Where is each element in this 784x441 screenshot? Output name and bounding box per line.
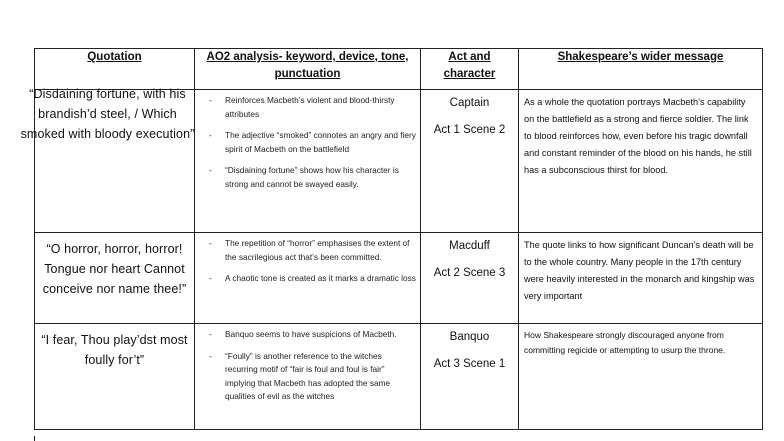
- quotation-text: “O horror, horror, horror! Tongue nor heart Cannot conceive nor name thee!”: [42, 242, 187, 296]
- analysis-point: - A chaotic tone is created as it marks a dramatic loss: [225, 272, 416, 286]
- quote-cell: [35, 233, 195, 324]
- act-character-cell: [421, 90, 519, 233]
- act-scene: Act 1 Scene 2: [433, 124, 506, 136]
- analysis-list: [195, 324, 420, 404]
- header-wider-message: [519, 49, 763, 90]
- header-act-line1: Act and: [448, 51, 491, 63]
- analysis-point: - The repetition of “horror” emphasises the extent of the sacrilegious act that’s been committed.: [225, 237, 416, 264]
- quotation-text: “I fear, Thou play’dst most foully for’t”: [41, 333, 188, 367]
- analysis-point: - Reinforces Macbeth’s violent and blood-thirsty attributes: [225, 94, 416, 121]
- character-name: Macduff: [449, 240, 490, 252]
- analysis-cell: [195, 324, 421, 430]
- analysis-point: - “Foully” is another reference to the witches recurring motif of “fair is foul and foul is fair” implying that Macbeth has adopted the same qualities of evil as the witches: [225, 350, 416, 404]
- header-analysis-line1: AO2 analysis- keyword, device, tone,: [206, 51, 409, 63]
- wider-message-text: As a whole the quotation portrays Macbeth’s capability on the battlefield as a strong and fierce soldier. The link to blood reinforces how, even before his tragic downfall and constant reminder of the blood on his hands, he still has a subconscious thirst for blood.: [524, 97, 752, 175]
- quote-cell: [35, 324, 195, 430]
- message-cell: [519, 324, 763, 430]
- act-scene: Act 2 Scene 3: [433, 267, 506, 279]
- character-name: Banquo: [449, 331, 490, 343]
- analysis-cell: [195, 90, 421, 233]
- act-scene: Act 3 Scene 1: [433, 358, 506, 370]
- message-cell: [519, 233, 763, 324]
- table-row: [35, 324, 763, 430]
- analysis-point: - The adjective “smoked” connotes an angry and fiery spirit of Macbeth on the battlefield: [225, 129, 416, 156]
- analysis-point: - Banquo seems to have suspicions of Macbeth.: [225, 328, 416, 342]
- analysis-cell: [195, 233, 421, 324]
- header-message-text: Shakespeare’s wider message: [557, 51, 724, 63]
- analysis-list: [195, 90, 420, 191]
- quotation-text: “Disdaining fortune, with his brandish’d steel, / Which smoked with bloody execution”: [20, 87, 195, 141]
- header-analysis: [195, 49, 421, 90]
- table-border-fragment: [34, 436, 35, 441]
- analysis-list: [195, 233, 420, 286]
- wider-message-text: The quote links to how significant Duncan’s death will be to the whole country. Many people in the 17th century were heavily interested in the monarch and kingship was very important: [524, 240, 755, 301]
- quote-cell: [20, 87, 195, 233]
- analysis-point: - “Disdaining fortune” shows how his character is strong and cannot be swayed easily.: [225, 164, 416, 191]
- header-quotation-text: Quotation: [87, 51, 142, 63]
- header-act-character: [421, 49, 519, 90]
- character-name: Captain: [449, 97, 490, 109]
- wider-message-text: How Shakespeare strongly discouraged anyone from committing regicide or attempting to usurp the throne.: [524, 330, 726, 355]
- quotation-table: [20, 48, 763, 430]
- table-row: [35, 90, 763, 233]
- act-character-cell: [421, 324, 519, 430]
- act-character-cell: [421, 233, 519, 324]
- header-act-line2: character: [443, 68, 496, 80]
- table-row: [35, 233, 763, 324]
- header-analysis-line2: punctuation: [274, 68, 341, 80]
- message-cell: [519, 90, 763, 233]
